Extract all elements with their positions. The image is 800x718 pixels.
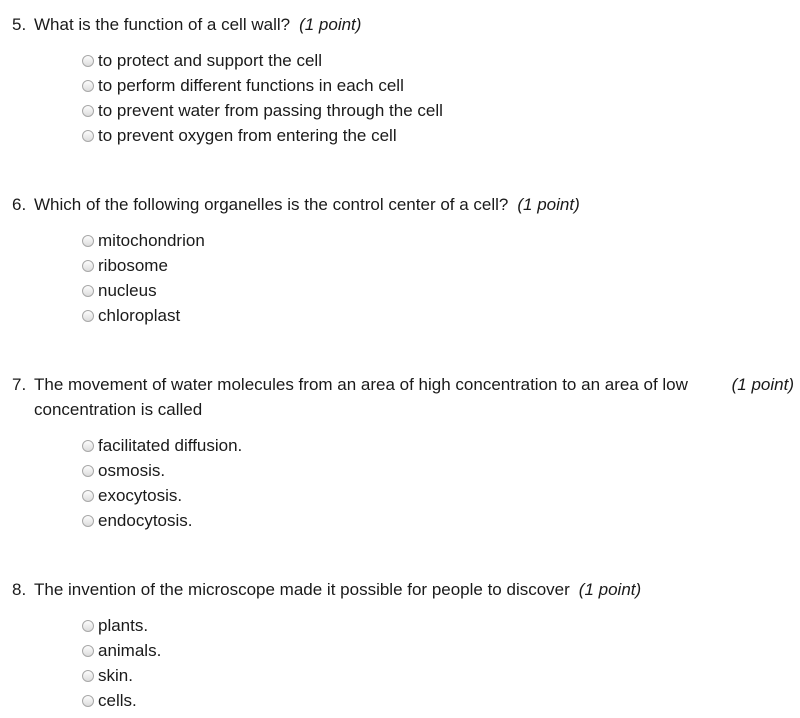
- answer-option[interactable]: [82, 508, 800, 533]
- answer-option[interactable]: [82, 483, 800, 508]
- answer-option[interactable]: [82, 663, 800, 688]
- answer-options: [82, 613, 800, 713]
- answer-options: [82, 433, 800, 533]
- answer-option[interactable]: [82, 433, 800, 458]
- radio-button[interactable]: [82, 490, 94, 502]
- answer-option[interactable]: [82, 278, 800, 303]
- answer-option[interactable]: [82, 48, 800, 73]
- radio-button[interactable]: [82, 515, 94, 527]
- answer-options: [82, 228, 800, 328]
- answer-option-label[interactable]: skin.: [98, 666, 133, 685]
- answer-option[interactable]: [82, 458, 800, 483]
- radio-button[interactable]: [82, 130, 94, 142]
- answer-option[interactable]: [82, 613, 800, 638]
- question-header: [0, 372, 800, 422]
- answer-option-label[interactable]: animals.: [98, 641, 162, 660]
- answer-option[interactable]: [82, 303, 800, 328]
- answer-option[interactable]: [82, 73, 800, 98]
- question-8: [0, 577, 800, 713]
- question-points: (1 point): [517, 195, 580, 214]
- radio-button[interactable]: [82, 620, 94, 632]
- answer-option-label[interactable]: endocytosis.: [98, 511, 193, 530]
- answer-options: [82, 48, 800, 148]
- radio-button[interactable]: [82, 55, 94, 67]
- question-5: [0, 12, 800, 148]
- question-points: (1 point): [578, 580, 642, 599]
- answer-option[interactable]: [82, 688, 800, 713]
- answer-option-label[interactable]: cells.: [98, 691, 137, 710]
- radio-button[interactable]: [82, 440, 94, 452]
- answer-option-label[interactable]: plants.: [98, 616, 149, 635]
- radio-button[interactable]: [82, 260, 94, 272]
- radio-button[interactable]: [82, 235, 94, 247]
- answer-option-label[interactable]: mitochondrion: [98, 231, 205, 250]
- question-number: 8.: [12, 580, 27, 599]
- answer-option-label[interactable]: ribosome: [98, 256, 168, 275]
- answer-option-label[interactable]: to prevent water from passing through the cell: [98, 101, 443, 120]
- answer-option[interactable]: [82, 638, 800, 663]
- answer-option-label[interactable]: osmosis.: [98, 461, 166, 480]
- answer-option-label[interactable]: exocytosis.: [98, 486, 183, 505]
- answer-option-label[interactable]: nucleus: [98, 281, 157, 300]
- question-number: 7.: [12, 375, 27, 394]
- answer-option-label[interactable]: to perform different functions in each cell: [98, 76, 404, 95]
- question-header: [0, 12, 800, 37]
- radio-button[interactable]: [82, 695, 94, 707]
- question-header: [0, 192, 800, 217]
- radio-button[interactable]: [82, 645, 94, 657]
- question-7: [0, 372, 800, 533]
- answer-option[interactable]: [82, 98, 800, 123]
- question-text: Which of the following organelles is the control center of a cell?: [34, 195, 509, 214]
- question-number: 6.: [12, 195, 27, 214]
- answer-option-label[interactable]: to protect and support the cell: [98, 51, 322, 70]
- question-text: The invention of the microscope made it possible for people to discover: [34, 580, 570, 599]
- radio-button[interactable]: [82, 80, 94, 92]
- question-number: 5.: [12, 15, 27, 34]
- radio-button[interactable]: [82, 310, 94, 322]
- radio-button[interactable]: [82, 285, 94, 297]
- radio-button[interactable]: [82, 465, 94, 477]
- radio-button[interactable]: [82, 105, 94, 117]
- question-6: [0, 192, 800, 328]
- question-points: (1 point): [731, 375, 794, 394]
- question-points: (1 point): [299, 15, 362, 34]
- answer-option[interactable]: [82, 228, 800, 253]
- answer-option[interactable]: [82, 253, 800, 278]
- question-header: [0, 577, 800, 602]
- answer-option-label[interactable]: facilitated diffusion.: [98, 436, 243, 455]
- answer-option[interactable]: [82, 123, 800, 148]
- question-text: What is the function of a cell wall?: [34, 15, 291, 34]
- answer-option-label[interactable]: chloroplast: [98, 306, 181, 325]
- answer-option-label[interactable]: to prevent oxygen from entering the cell: [98, 126, 397, 145]
- question-text: The movement of water molecules from an area of high concentration to an area of low concentration is called: [34, 375, 688, 419]
- radio-button[interactable]: [82, 670, 94, 682]
